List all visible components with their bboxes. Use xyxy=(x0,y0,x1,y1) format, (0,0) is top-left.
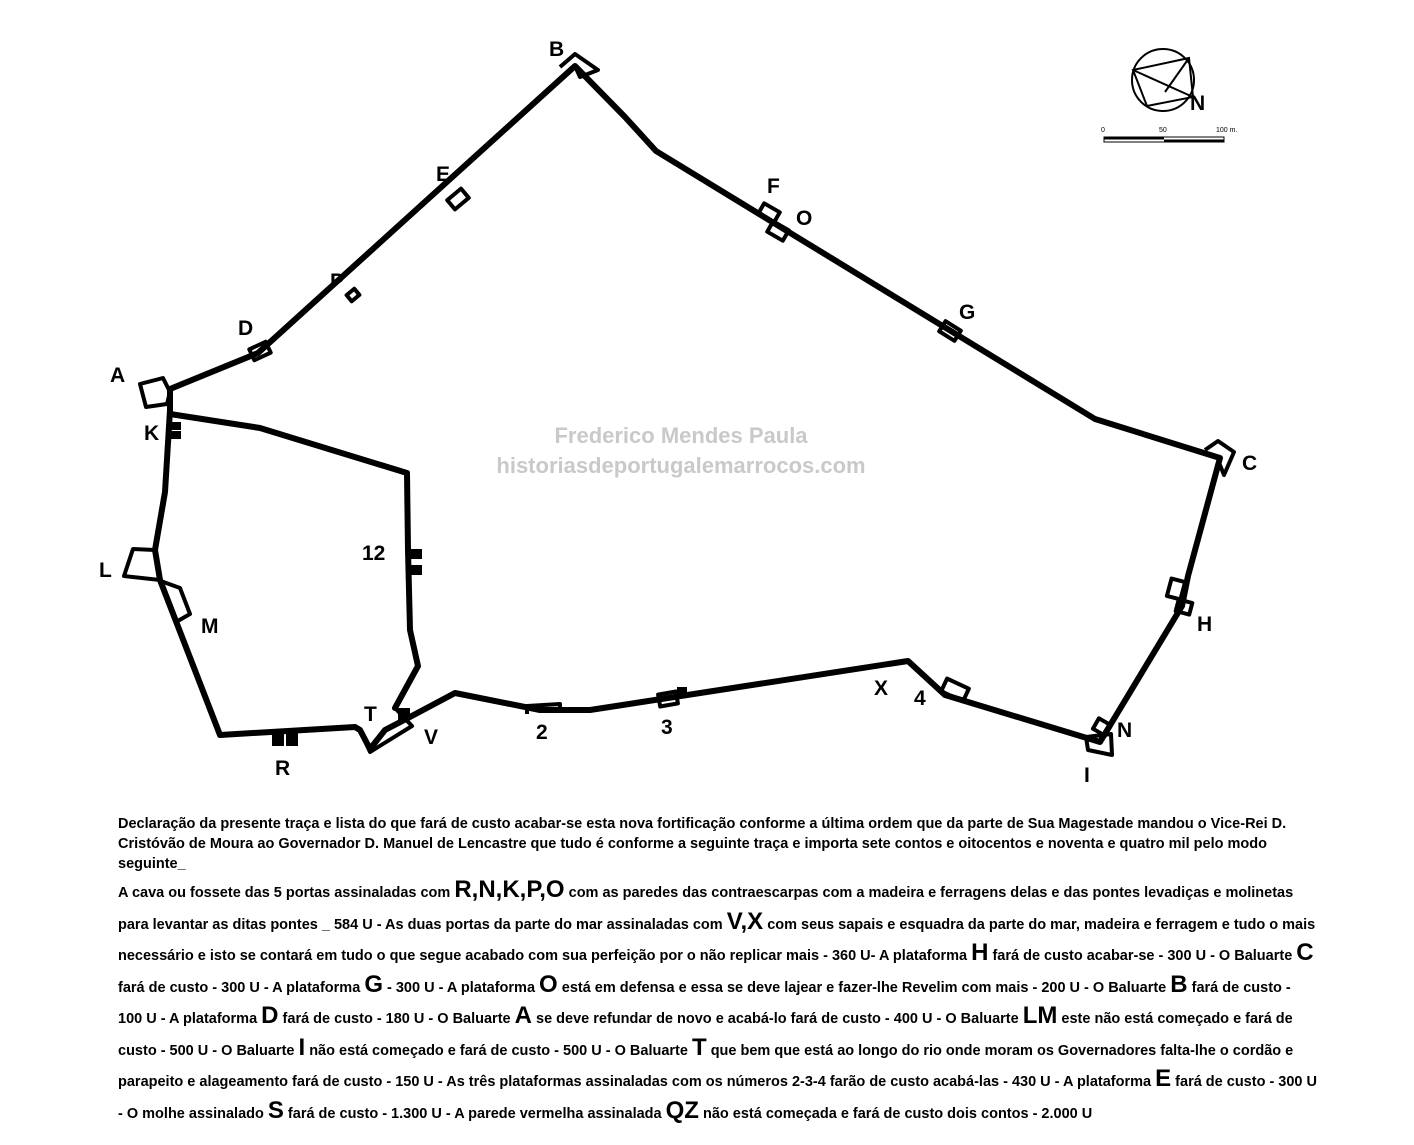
label-r: R xyxy=(275,757,291,780)
label-f: F xyxy=(767,175,780,198)
label-h: H xyxy=(1197,613,1213,636)
main-wall xyxy=(155,66,1220,749)
declaration-segment-4: fará de custo acabar-se - 300 U - O Baluarte xyxy=(992,948,1293,964)
platform-e xyxy=(447,189,469,210)
declaration-segment-7: está em defensa e essa se deve lajear e fazer-lhe Revelim com mais - 200 U - O Baluarte xyxy=(561,979,1167,996)
gate-n xyxy=(1093,718,1111,735)
label-c: C xyxy=(1242,452,1258,475)
bastion-a xyxy=(140,378,170,407)
label-d: D xyxy=(238,317,254,340)
label-p: P xyxy=(330,270,345,293)
key-letters-lm: LM xyxy=(1022,1002,1058,1029)
declaration-segment-9: fará de custo - 180 U - O Baluarte xyxy=(282,1011,511,1027)
label-l: L xyxy=(99,559,112,582)
declaration-segment-3: com seus sapais e esquadra da parte do mar, madeira e ferragem e tudo o mais necessário e isto se contará em tudo o que segue acabado com sua perfeição por o não replicar mais - 360 U- A plataforma xyxy=(118,916,1316,964)
key-letters-r-n-k-p-o: R,N,K,P,O xyxy=(454,876,565,903)
key-letter-a: A xyxy=(514,1002,532,1029)
key-letter-d: D xyxy=(261,1002,279,1029)
gate-12-lower xyxy=(406,565,422,575)
declaration-list xyxy=(118,876,1318,1128)
key-letter-h: H xyxy=(971,939,989,966)
key-letter-t: T xyxy=(691,1033,707,1061)
key-letter-c: C xyxy=(1296,939,1314,966)
gate-12 xyxy=(406,549,422,559)
compass-rose xyxy=(1132,49,1205,115)
label-x: X xyxy=(874,677,889,700)
label-4: 4 xyxy=(914,687,926,710)
gate-r-2 xyxy=(286,732,298,746)
key-letters-qz: QZ xyxy=(665,1096,699,1124)
platform-3-marker xyxy=(677,687,687,697)
label-m: M xyxy=(201,615,219,638)
scale-bar xyxy=(1101,127,1237,142)
key-letter-g: G xyxy=(364,970,383,998)
declaration-intro: Declaração da presente traça e lista do que fará de custo acabar-se esta nova fortificação conforme a última ordem que da parte de Sua Magestade mandou o Vice-Rei D. Cristóvão de Moura ao Governador D. Manuel de Lencastre que tudo é conforme a seguinte traça e importa sete contos e oitocentos e noventa e quatro mil pelo modo seguinte_ xyxy=(118,816,1287,872)
platform-h xyxy=(1167,578,1185,599)
declaration-segment-15: fará de custo - 1.300 U - A parede vermelha assinalada xyxy=(287,1105,662,1122)
watermark-author: Frederico Mendes Paula xyxy=(554,423,808,448)
declaration-segment-8: fará de custo - 100 U - A plataforma xyxy=(118,979,1291,1027)
label-12: 12 xyxy=(362,542,386,565)
declaration-segment-5: fará de custo - 300 U - A plataforma xyxy=(118,979,361,996)
label-k: K xyxy=(144,422,160,445)
declaration-segment-13: que bem que está ao longo do rio onde moram os Governadores falta-lhe o cordão e parapeito e alageamento fará de custo - 150 U - As três plataformas assinaladas com os números 2-3-4 farão de custo acabá-las - 430 U - A plataforma xyxy=(118,1042,1294,1090)
label-v: V xyxy=(424,726,439,749)
scale-label-50: 50 xyxy=(1159,127,1167,134)
declaration-segment-11: este não está começado e fará de custo - 500 U - O Baluarte xyxy=(118,1011,1293,1059)
gate-k-lower xyxy=(171,431,181,439)
key-letter-o: O xyxy=(539,970,558,998)
label-g: G xyxy=(959,301,976,324)
scale-label-0: 0 xyxy=(1101,127,1105,134)
declaration-segment-14: fará de custo - 300 U - O molhe assinalado xyxy=(118,1074,1317,1122)
watermark-website: historiasdeportugalemarrocos.com xyxy=(496,453,866,478)
compass-north-label: N xyxy=(1190,92,1206,115)
label-n: N xyxy=(1117,719,1133,742)
scale-label-100: 100 m. xyxy=(1216,127,1238,134)
label-b: B xyxy=(549,38,565,61)
key-letter-b: B xyxy=(1170,970,1188,998)
key-letter-i: I xyxy=(298,1033,306,1061)
label-2: 2 xyxy=(536,721,548,744)
gate-v xyxy=(398,708,410,720)
label-3: 3 xyxy=(661,716,673,739)
declaration-segment-10: se deve refundar de novo e acabá-lo fará de custo - 400 U - O Baluarte xyxy=(536,1011,1019,1027)
declaration-segment-1: A cava ou fossete das 5 portas assinaladas com xyxy=(118,885,451,901)
label-o: O xyxy=(796,207,813,230)
label-e: E xyxy=(436,163,451,186)
label-t: T xyxy=(364,703,377,726)
gate-p xyxy=(347,289,360,302)
declaration-segment-6: - 300 U - A plataforma xyxy=(387,979,536,996)
key-letter-s: S xyxy=(267,1096,284,1124)
declaration-text xyxy=(118,814,1318,1128)
declaration-segment-2: com as paredes das contraescarpas com a madeira e ferragens delas e das pontes levadiças e molinetas para levantar as ditas pontes _ 584 U - As duas portas da parte do mar assinaladas com xyxy=(118,885,1294,933)
label-a: A xyxy=(110,364,126,387)
label-i: I xyxy=(1084,764,1090,787)
declaration-segment-12: não está começado e fará de custo - 500 U - O Baluarte xyxy=(309,1042,688,1059)
gate-r xyxy=(272,732,284,746)
key-letters-v-x: V,X xyxy=(726,907,764,935)
declaration-segment-16: não está começada e fará de custo dois contos - 2.000 U xyxy=(703,1105,1093,1122)
gate-k xyxy=(171,422,181,430)
key-letter-e: E xyxy=(1155,1065,1172,1092)
